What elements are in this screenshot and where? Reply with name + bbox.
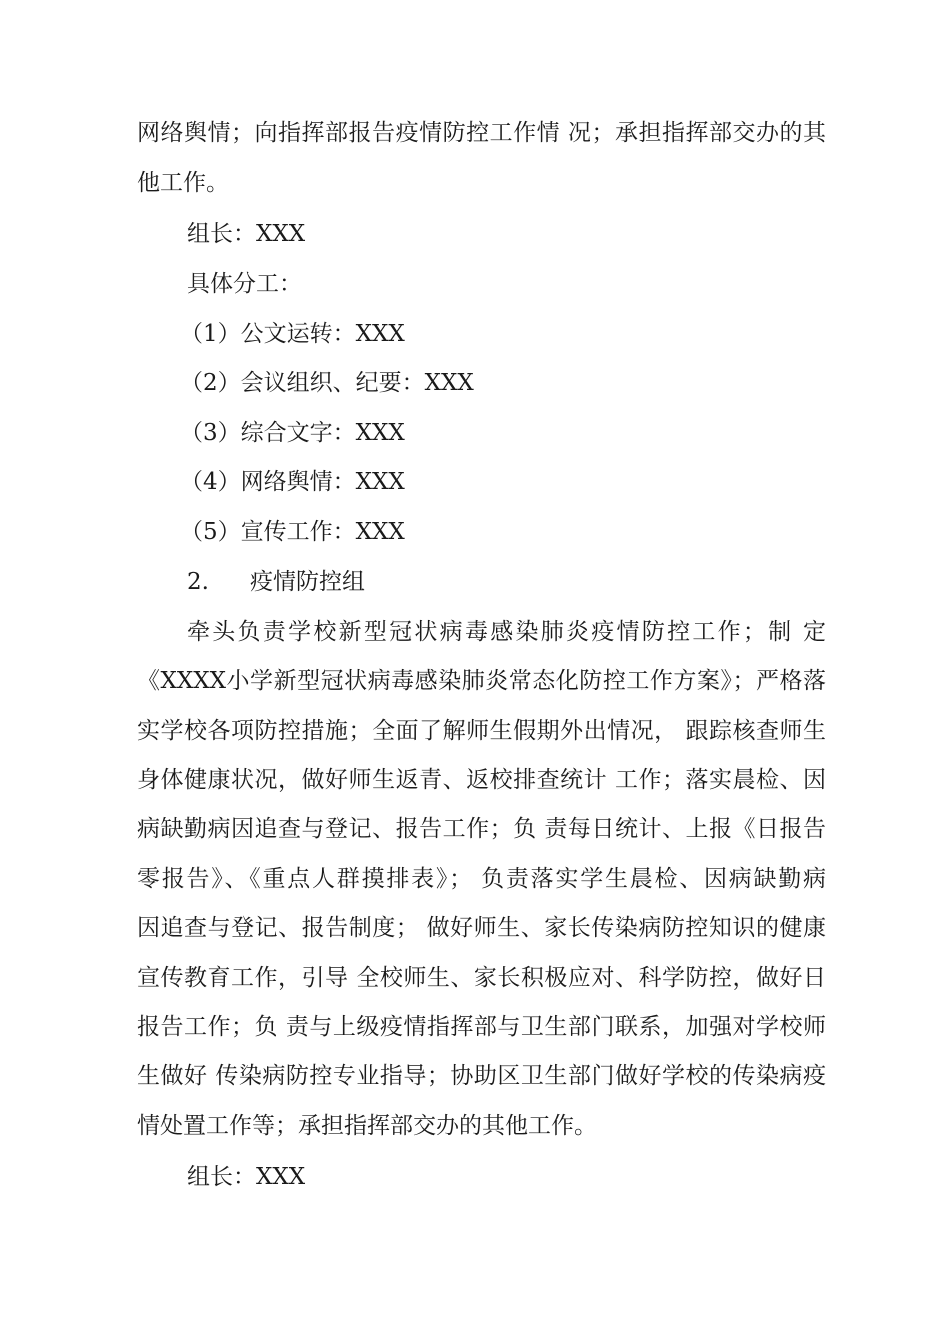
paragraph-line: 身体健康状况，做好师生返青、返校排查统计 工作；落实晨检、因 bbox=[137, 767, 826, 793]
group-leader: 组长：XXX bbox=[187, 221, 306, 247]
paragraph-line: 《XXXX小学新型冠状病毒感染肺炎常态化防控工作方案》；严格落 bbox=[137, 668, 826, 694]
division-title: 具体分工： bbox=[187, 271, 302, 297]
section-number: 2. bbox=[187, 569, 209, 595]
group-leader: 组长：XXX bbox=[187, 1164, 306, 1190]
paragraph-line: 生做好 传染病防控专业指导；协助区卫生部门做好学校的传染病疫 bbox=[137, 1063, 826, 1089]
division-item: （5）宣传工作：XXX bbox=[180, 519, 405, 545]
paragraph-line: 报告工作；负 责与上级疫情指挥部与卫生部门联系，加强对学校师 bbox=[137, 1014, 826, 1040]
paragraph-line: 实学校各项防控措施；全面了解师生假期外出情况， 跟踪核查师生 bbox=[137, 718, 826, 744]
paragraph-line: 网络舆情；向指挥部报告疫情防控工作情 况；承担指挥部交办的其 bbox=[137, 120, 826, 146]
division-item: （2）会议组织、纪要：XXX bbox=[180, 370, 474, 396]
paragraph-line: 他工作。 bbox=[137, 170, 229, 196]
division-item: （3）综合文字：XXX bbox=[180, 420, 405, 446]
paragraph-line: 零报告》、《重点人群摸排表》； 负责落实学生晨检、因病缺勤病 bbox=[137, 866, 826, 892]
paragraph-line: 因追查与登记、报告制度； 做好师生、家长传染病防控知识的健康 bbox=[137, 915, 826, 941]
paragraph-line: 情处置工作等；承担指挥部交办的其他工作。 bbox=[137, 1113, 597, 1139]
paragraph-line: 宣传教育工作，引导 全校师生、家长积极应对、科学防控，做好日 bbox=[137, 965, 826, 991]
division-item: （1）公文运转：XXX bbox=[180, 321, 405, 347]
division-item: （4）网络舆情：XXX bbox=[180, 469, 405, 495]
paragraph-line: 牵头负责学校新型冠状病毒感染肺炎疫情防控工作；制 定 bbox=[187, 619, 826, 645]
section-title: 疫情防控组 bbox=[250, 569, 365, 595]
paragraph-line: 病缺勤病因追查与登记、报告工作；负 责每日统计、上报《日报告 bbox=[137, 816, 826, 842]
